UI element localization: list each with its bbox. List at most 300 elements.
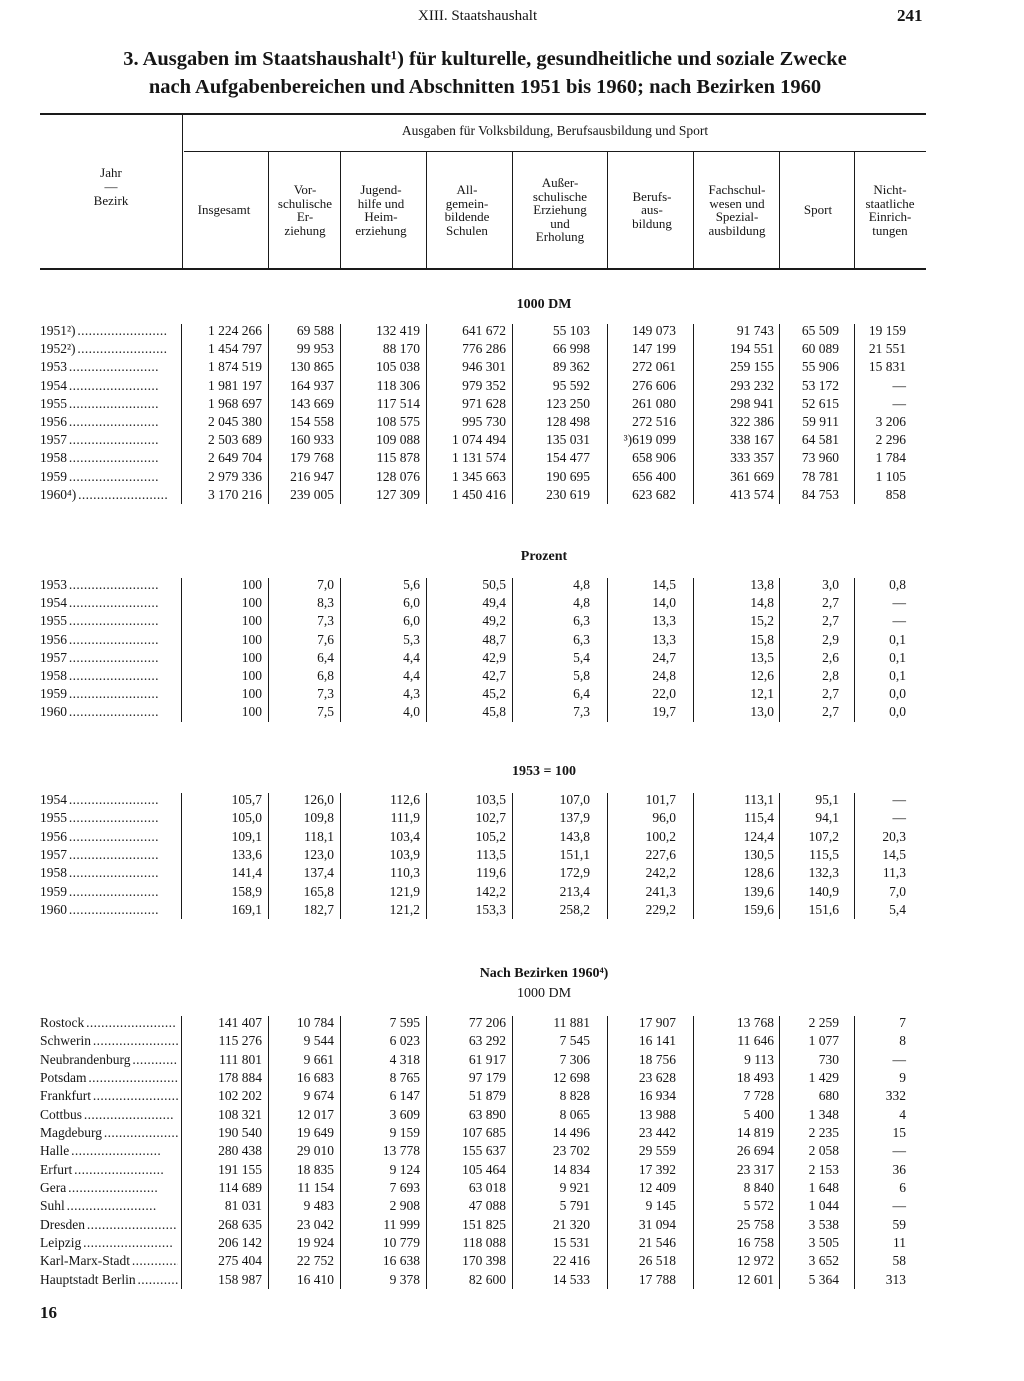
table-cell: 6,8 bbox=[317, 668, 334, 683]
table-cell: 25 758 bbox=[736, 1216, 774, 1232]
table-cell: 19,7 bbox=[652, 704, 676, 720]
table-cell: 2,7 bbox=[822, 613, 839, 629]
table-cell: 3 609 bbox=[389, 1106, 420, 1122]
table-cell: 12 017 bbox=[296, 1106, 334, 1122]
table-cell: 13,0 bbox=[750, 704, 774, 720]
table-cell: 118,1 bbox=[304, 828, 334, 844]
row-label bbox=[40, 431, 178, 449]
table-cell: 147 199 bbox=[632, 341, 676, 357]
table-cell: 0,0 bbox=[889, 704, 906, 720]
row-label bbox=[40, 631, 178, 649]
table-cell: 8 840 bbox=[743, 1179, 774, 1195]
column-header bbox=[611, 190, 693, 231]
table-cell: 102,7 bbox=[475, 810, 506, 826]
top-rule bbox=[40, 113, 926, 115]
row-label-text: Dresden bbox=[40, 1216, 85, 1232]
row-label bbox=[40, 594, 178, 612]
table-cell: 49,2 bbox=[482, 613, 506, 629]
row-label-text: Potsdam bbox=[40, 1069, 87, 1085]
table-cell: 149 073 bbox=[632, 323, 676, 338]
table-cell: 2,7 bbox=[822, 595, 839, 611]
table-cell: 4 bbox=[899, 1106, 906, 1122]
row-label-text: Cottbus bbox=[40, 1106, 83, 1122]
table-cell: ³)619 099 bbox=[623, 432, 676, 448]
table-cell: 23 442 bbox=[638, 1124, 676, 1140]
table-cell: 361 669 bbox=[730, 468, 774, 484]
column-header-line: aus- bbox=[641, 202, 663, 218]
table-cell: 135 031 bbox=[546, 432, 590, 448]
column-header-line: ziehung bbox=[284, 222, 326, 238]
table-cell: 2 058 bbox=[808, 1143, 839, 1159]
row-label bbox=[40, 667, 178, 685]
table-cell: 45,2 bbox=[482, 686, 506, 702]
table-cell: 1 348 bbox=[808, 1106, 839, 1122]
table-cell: 18 835 bbox=[296, 1161, 334, 1177]
row-label-text: Erfurt bbox=[40, 1161, 73, 1177]
table-cell: 102 202 bbox=[218, 1088, 262, 1104]
table-cell: 298 941 bbox=[730, 395, 774, 411]
table-cell: 680 bbox=[818, 1088, 839, 1104]
stub-header-line: Bezirk bbox=[93, 193, 129, 208]
row-label-text: 1952²) bbox=[40, 341, 76, 357]
table-cell: 227,6 bbox=[645, 846, 676, 862]
table-cell: — bbox=[892, 377, 906, 393]
table-cell: 656 400 bbox=[632, 468, 676, 484]
row-label-text: Hauptstadt Berlin bbox=[40, 1271, 136, 1287]
table-cell: 158,9 bbox=[231, 883, 262, 899]
row-label-text: 1958 bbox=[40, 450, 67, 466]
table-cell: 6,0 bbox=[403, 595, 420, 611]
table-cell: 133,6 bbox=[231, 846, 262, 862]
table-cell: 118 306 bbox=[376, 377, 420, 393]
table-cell: 103,4 bbox=[389, 828, 420, 844]
row-label bbox=[40, 576, 178, 594]
table-cell: 1 105 bbox=[875, 468, 906, 484]
table-cell: 124,4 bbox=[743, 828, 774, 844]
table-cell: 730 bbox=[818, 1051, 839, 1067]
table-cell: 13 768 bbox=[736, 1015, 774, 1030]
row-label-text: Magdeburg bbox=[40, 1124, 102, 1140]
table-cell: 216 947 bbox=[290, 468, 334, 484]
table-cell: 14 533 bbox=[552, 1271, 590, 1287]
table-cell: 159,6 bbox=[743, 901, 774, 917]
table-cell: 19 649 bbox=[296, 1124, 334, 1140]
table-cell: 1 077 bbox=[808, 1033, 839, 1049]
table-cell: 190 695 bbox=[546, 468, 590, 484]
table-cell: 16 934 bbox=[638, 1088, 676, 1104]
table-cell: 9 544 bbox=[303, 1033, 334, 1049]
table-cell: 979 352 bbox=[462, 377, 506, 393]
table-cell: 272 061 bbox=[632, 359, 676, 375]
table-cell: 261 080 bbox=[632, 395, 676, 411]
table-cell: 111 801 bbox=[219, 1051, 262, 1067]
table-cell: 22 752 bbox=[296, 1253, 334, 1269]
table-cell: 21 551 bbox=[868, 341, 906, 357]
table-cell: 7 bbox=[899, 1015, 906, 1030]
table-cell: 20,3 bbox=[882, 828, 906, 844]
column-header bbox=[515, 176, 606, 244]
table-cell: 9 124 bbox=[389, 1161, 420, 1177]
row-label-text: 1953 bbox=[40, 359, 67, 375]
table-cell: 2 153 bbox=[808, 1161, 839, 1177]
table-row bbox=[0, 1216, 1024, 1234]
table-cell: 7,0 bbox=[317, 577, 334, 592]
table-cell: 15 831 bbox=[868, 359, 906, 375]
table-row bbox=[0, 358, 1024, 376]
table-cell: 2,7 bbox=[822, 686, 839, 702]
table-cell: — bbox=[892, 1143, 906, 1159]
table-cell: — bbox=[892, 395, 906, 411]
sheet-number: 16 bbox=[40, 1303, 57, 1322]
table-cell: 109,1 bbox=[231, 828, 262, 844]
table-cell: 24,7 bbox=[652, 649, 676, 665]
table-cell: 107,0 bbox=[559, 792, 590, 807]
column-header-line: Jugend- bbox=[360, 182, 402, 197]
table-cell: 165,8 bbox=[303, 883, 334, 899]
row-label bbox=[40, 1106, 178, 1124]
table-cell: 5,6 bbox=[403, 577, 420, 592]
table-cell: 6 023 bbox=[389, 1033, 420, 1049]
row-label-text: 1956 bbox=[40, 631, 67, 647]
table-cell: 18 756 bbox=[638, 1051, 676, 1067]
table-cell: 7 728 bbox=[743, 1088, 774, 1104]
row-label-text: 1955 bbox=[40, 613, 67, 629]
row-label bbox=[40, 340, 178, 358]
table-cell: 121,9 bbox=[389, 883, 420, 899]
table-cell: 1 345 663 bbox=[452, 468, 506, 484]
table-cell: 6,4 bbox=[317, 649, 334, 665]
row-label-text: Leipzig bbox=[40, 1234, 82, 1250]
table-row bbox=[0, 1014, 1024, 1032]
table-cell: 13,5 bbox=[750, 649, 774, 665]
table-title-line-1: 3. Ausgaben im Staatshaushalt¹) für kulturelle, gesundheitliche und soziale Zwecke bbox=[123, 48, 847, 70]
table-cell: 42,7 bbox=[482, 668, 506, 683]
table-cell: 23 628 bbox=[638, 1069, 676, 1085]
table-cell: 128,6 bbox=[743, 865, 774, 881]
row-label bbox=[40, 377, 178, 395]
table-cell: 206 142 bbox=[218, 1234, 262, 1250]
table-cell: 172,9 bbox=[559, 865, 590, 881]
column-header-line: Sport bbox=[803, 202, 833, 218]
table-cell: 115 276 bbox=[218, 1033, 262, 1049]
table-cell: 153,3 bbox=[475, 901, 506, 917]
table-cell: 154 477 bbox=[546, 450, 590, 466]
table-cell: 12,6 bbox=[750, 668, 774, 683]
table-cell: 96,0 bbox=[652, 810, 676, 826]
table-cell: 63 292 bbox=[468, 1033, 506, 1049]
table-cell: 5,3 bbox=[403, 631, 420, 647]
table-cell: 11 646 bbox=[737, 1033, 774, 1049]
column-header-line: Schulen bbox=[446, 222, 488, 238]
row-label-text: Halle bbox=[40, 1143, 70, 1159]
table-cell: 6,3 bbox=[573, 613, 590, 629]
table-cell: 275 404 bbox=[218, 1253, 262, 1269]
row-label-text: Karl-Marx-Stadt bbox=[40, 1253, 130, 1269]
row-label-text: 1957 bbox=[40, 846, 67, 862]
table-cell: 332 bbox=[885, 1088, 906, 1104]
table-cell: 2 649 704 bbox=[208, 450, 262, 466]
table-cell: 21 546 bbox=[638, 1234, 676, 1250]
table-cell: 11 154 bbox=[297, 1179, 334, 1195]
table-cell: — bbox=[892, 792, 906, 807]
table-row bbox=[0, 828, 1024, 846]
row-label-text: 1960⁴) bbox=[40, 486, 77, 502]
table-cell: 10 779 bbox=[382, 1234, 420, 1250]
table-cell: 151,6 bbox=[808, 901, 839, 917]
table-cell: 3 206 bbox=[875, 414, 906, 429]
table-cell: 0,1 bbox=[889, 668, 906, 683]
table-cell: 272 516 bbox=[632, 414, 676, 429]
table-cell: 0,1 bbox=[889, 631, 906, 647]
table-cell: 170 398 bbox=[462, 1253, 506, 1269]
table-cell: 123 250 bbox=[546, 395, 590, 411]
table-cell: 14,8 bbox=[750, 595, 774, 611]
table-cell: 946 301 bbox=[462, 359, 506, 375]
table-cell: 8 065 bbox=[559, 1106, 590, 1122]
table-cell: 2,8 bbox=[822, 668, 839, 683]
row-label bbox=[40, 1252, 178, 1270]
section-subheading: 1000 DM bbox=[516, 986, 572, 1001]
row-label-text: Frankfurt bbox=[40, 1088, 91, 1104]
row-label bbox=[40, 395, 178, 413]
table-cell: 77 206 bbox=[468, 1015, 506, 1030]
table-cell: 239 005 bbox=[290, 486, 334, 502]
table-cell: 48,7 bbox=[482, 631, 506, 647]
table-cell: 100 bbox=[241, 686, 262, 702]
column-header-line: gemein- bbox=[445, 195, 489, 211]
table-cell: 3 538 bbox=[808, 1216, 839, 1232]
column-header-line: Außer- bbox=[541, 175, 579, 191]
table-cell: 108 321 bbox=[218, 1106, 262, 1122]
table-cell: 105 038 bbox=[376, 359, 420, 375]
table-cell: 36 bbox=[892, 1161, 906, 1177]
table-cell: 100,2 bbox=[645, 828, 676, 844]
table-cell: 55 906 bbox=[801, 359, 839, 375]
column-header-line: Vor- bbox=[293, 182, 317, 197]
row-label bbox=[40, 486, 178, 504]
table-cell: 140,9 bbox=[808, 883, 839, 899]
table-cell: 16 141 bbox=[638, 1033, 676, 1049]
table-cell: 1 968 697 bbox=[208, 395, 262, 411]
column-header bbox=[858, 183, 923, 237]
table-row bbox=[0, 413, 1024, 431]
table-cell: 229,2 bbox=[645, 901, 676, 917]
row-label bbox=[40, 864, 178, 882]
table-cell: — bbox=[892, 1198, 906, 1214]
table-cell: 15 bbox=[892, 1124, 906, 1140]
table-row bbox=[0, 395, 1024, 413]
table-cell: 100 bbox=[241, 577, 262, 592]
table-cell: 8,3 bbox=[317, 595, 334, 611]
table-cell: 113,1 bbox=[744, 792, 774, 807]
table-cell: 194 551 bbox=[730, 341, 774, 357]
table-cell: 213,4 bbox=[559, 883, 590, 899]
row-label bbox=[40, 1087, 178, 1105]
table-cell: 109 088 bbox=[376, 432, 420, 448]
table-row bbox=[0, 883, 1024, 901]
table-cell: 22,0 bbox=[652, 686, 676, 702]
table-row bbox=[0, 1032, 1024, 1050]
table-cell: 59 911 bbox=[802, 414, 839, 429]
column-header-line: Insgesamt bbox=[197, 202, 251, 218]
table-cell: 3 652 bbox=[808, 1253, 839, 1269]
table-cell: 9 159 bbox=[389, 1124, 420, 1140]
table-cell: 4,3 bbox=[403, 686, 420, 702]
table-cell: 118 088 bbox=[462, 1234, 506, 1250]
table-cell: 9 483 bbox=[303, 1198, 334, 1214]
table-row bbox=[0, 703, 1024, 721]
table-cell: 182,7 bbox=[303, 901, 334, 917]
table-cell: 4,4 bbox=[403, 649, 420, 665]
column-header-line: erziehung bbox=[355, 222, 407, 238]
table-cell: 0,0 bbox=[889, 686, 906, 702]
row-label bbox=[40, 1051, 178, 1069]
table-cell: 14 819 bbox=[736, 1124, 774, 1140]
table-cell: 623 682 bbox=[632, 486, 676, 502]
table-cell: 2,6 bbox=[822, 649, 839, 665]
table-cell: 12 698 bbox=[552, 1069, 590, 1085]
table-cell: 29 559 bbox=[638, 1143, 676, 1159]
table-cell: — bbox=[892, 810, 906, 826]
table-cell: 0,1 bbox=[889, 649, 906, 665]
table-cell: 130 865 bbox=[290, 359, 334, 375]
table-cell: 103,5 bbox=[475, 792, 506, 807]
column-header-line: hilfe und bbox=[357, 195, 405, 211]
column-header-line: und bbox=[550, 215, 570, 231]
table-cell: 13 778 bbox=[382, 1143, 420, 1159]
table-cell: 276 606 bbox=[632, 377, 676, 393]
table-cell: 7 595 bbox=[389, 1015, 420, 1030]
table-cell: 2 235 bbox=[808, 1124, 839, 1140]
column-header-line: tungen bbox=[872, 222, 908, 238]
table-cell: 100 bbox=[241, 631, 262, 647]
table-cell: 1 784 bbox=[875, 450, 906, 466]
column-header bbox=[335, 183, 428, 237]
column-header bbox=[782, 203, 855, 217]
table-cell: 132,3 bbox=[808, 865, 839, 881]
table-cell: 137,4 bbox=[303, 865, 334, 881]
table-cell: 258,2 bbox=[559, 901, 590, 917]
row-label bbox=[40, 1124, 178, 1142]
table-cell: 105 464 bbox=[462, 1161, 506, 1177]
table-cell: 14 496 bbox=[552, 1124, 590, 1140]
table-cell: 5 364 bbox=[808, 1271, 839, 1287]
row-label-text: 1959 bbox=[40, 686, 67, 702]
table-row bbox=[0, 1179, 1024, 1197]
table-cell: 50,5 bbox=[482, 577, 506, 592]
row-label-text: 1953 bbox=[40, 577, 67, 592]
table-cell: 776 286 bbox=[462, 341, 506, 357]
row-label-text: Schwerin bbox=[40, 1033, 91, 1049]
table-row bbox=[0, 612, 1024, 630]
table-cell: 0,8 bbox=[889, 577, 906, 592]
table-cell: 858 bbox=[885, 486, 906, 502]
table-cell: 107 685 bbox=[462, 1124, 506, 1140]
table-cell: 280 438 bbox=[218, 1143, 262, 1159]
table-cell: 259 155 bbox=[730, 359, 774, 375]
table-cell: 151,1 bbox=[559, 846, 590, 862]
table-row bbox=[0, 1142, 1024, 1160]
table-cell: 4,0 bbox=[403, 704, 420, 720]
spanning-column-header: Ausgaben für Volksbildung, Berufsausbildung und Sport bbox=[401, 123, 709, 138]
row-label bbox=[40, 846, 178, 864]
table-cell: 1 648 bbox=[808, 1179, 839, 1195]
section-heading: 1953 = 100 bbox=[512, 764, 576, 779]
table-row bbox=[0, 594, 1024, 612]
table-cell: 69 588 bbox=[296, 323, 334, 338]
table-cell: 18 493 bbox=[736, 1069, 774, 1085]
table-cell: 4,8 bbox=[573, 595, 590, 611]
table-cell: 105,2 bbox=[475, 828, 506, 844]
table-cell: 99 953 bbox=[296, 341, 334, 357]
row-label bbox=[40, 883, 178, 901]
table-cell: 23 317 bbox=[736, 1161, 774, 1177]
table-cell: 112,6 bbox=[390, 792, 420, 807]
table-cell: 66 998 bbox=[552, 341, 590, 357]
column-header bbox=[178, 203, 270, 217]
table-cell: 13,3 bbox=[652, 613, 676, 629]
table-cell: 12,1 bbox=[750, 686, 774, 702]
table-cell: 333 357 bbox=[730, 450, 774, 466]
table-cell: 17 392 bbox=[638, 1161, 676, 1177]
table-cell: 6,4 bbox=[573, 686, 590, 702]
table-cell: 3 170 216 bbox=[208, 486, 262, 502]
table-cell: 119,6 bbox=[476, 865, 506, 881]
table-cell: 81 031 bbox=[224, 1198, 262, 1214]
table-cell: 14,0 bbox=[652, 595, 676, 611]
table-cell: 8 765 bbox=[389, 1069, 420, 1085]
row-label-text: 1954 bbox=[40, 792, 67, 807]
table-cell: 42,9 bbox=[482, 649, 506, 665]
table-cell: 17 907 bbox=[638, 1015, 676, 1030]
column-header-line: Fachschul- bbox=[708, 182, 766, 197]
table-cell: 105,0 bbox=[231, 810, 262, 826]
table-cell: 10 784 bbox=[296, 1015, 334, 1030]
table-cell: 338 167 bbox=[730, 432, 774, 448]
table-row bbox=[0, 864, 1024, 882]
table-cell: 7,3 bbox=[573, 704, 590, 720]
column-header-line: Einrich- bbox=[868, 209, 912, 224]
table-cell: 84 753 bbox=[801, 486, 839, 502]
row-label bbox=[40, 1032, 178, 1050]
stub-header bbox=[40, 166, 182, 208]
table-cell: 191 155 bbox=[218, 1161, 262, 1177]
table-row bbox=[0, 1069, 1024, 1087]
column-header-line: ausbildung bbox=[708, 222, 766, 238]
row-label bbox=[40, 1271, 178, 1289]
table-cell: 4 318 bbox=[389, 1051, 420, 1067]
table-cell: — bbox=[892, 1051, 906, 1067]
table-cell: 115,4 bbox=[744, 810, 774, 826]
table-cell: 5 791 bbox=[559, 1198, 590, 1214]
table-cell: 26 518 bbox=[638, 1253, 676, 1269]
table-cell: 117 514 bbox=[376, 395, 420, 411]
table-cell: 63 018 bbox=[468, 1179, 506, 1195]
table-row bbox=[0, 431, 1024, 449]
table-cell: 971 628 bbox=[462, 395, 506, 411]
table-cell: 143,8 bbox=[559, 828, 590, 844]
table-cell: 143 669 bbox=[290, 395, 334, 411]
table-cell: 158 987 bbox=[218, 1271, 262, 1287]
table-cell: 268 635 bbox=[218, 1216, 262, 1232]
column-header-line: bildung bbox=[632, 215, 672, 231]
table-cell: 151 825 bbox=[462, 1216, 506, 1232]
table-cell: 190 540 bbox=[218, 1124, 262, 1140]
table-cell: 110,3 bbox=[390, 865, 420, 881]
table-cell: 126,0 bbox=[303, 792, 334, 807]
table-cell: 59 bbox=[892, 1216, 906, 1232]
table-row bbox=[0, 1271, 1024, 1289]
